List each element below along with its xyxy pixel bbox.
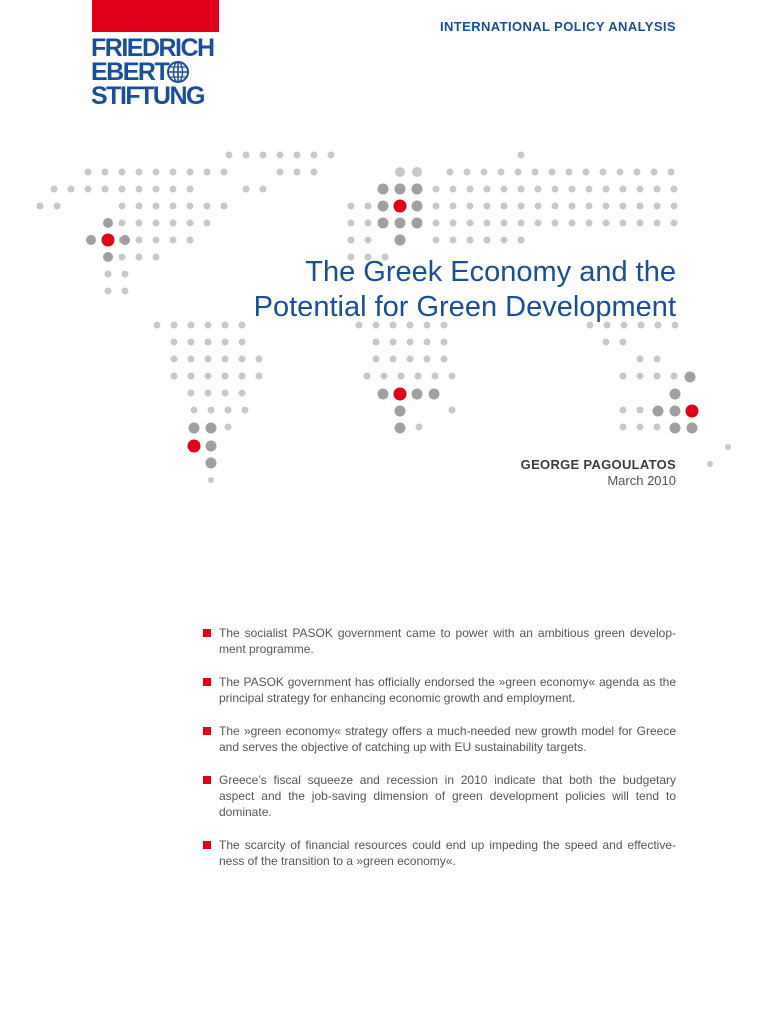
map-dot bbox=[552, 203, 559, 210]
map-dot bbox=[105, 271, 112, 278]
map-dot bbox=[120, 235, 130, 245]
map-dot bbox=[86, 235, 96, 245]
map-dot bbox=[170, 186, 177, 193]
map-dot bbox=[637, 203, 644, 210]
map-dot bbox=[670, 389, 681, 400]
map-dot bbox=[222, 390, 229, 397]
map-dot bbox=[620, 186, 627, 193]
map-dot bbox=[373, 356, 380, 363]
map-dot bbox=[243, 186, 250, 193]
map-dot bbox=[432, 373, 439, 380]
map-dot bbox=[620, 424, 627, 431]
map-dot bbox=[407, 356, 414, 363]
map-dot bbox=[637, 356, 644, 363]
map-dot bbox=[136, 220, 143, 227]
map-dot bbox=[277, 169, 284, 176]
map-dot bbox=[412, 218, 423, 229]
map-dot bbox=[395, 218, 406, 229]
map-dot bbox=[85, 186, 92, 193]
map-dot bbox=[154, 322, 161, 329]
map-dot bbox=[637, 407, 644, 414]
map-dot bbox=[187, 186, 194, 193]
map-dot bbox=[205, 322, 212, 329]
map-dot bbox=[364, 373, 371, 380]
map-dot bbox=[226, 152, 233, 159]
map-dot bbox=[398, 373, 405, 380]
summary-text: The socialist PASOK government came to power with an ambitious green develop-ment programme. bbox=[219, 626, 676, 656]
map-dot bbox=[222, 373, 229, 380]
map-dot bbox=[365, 220, 372, 227]
map-dot bbox=[171, 356, 178, 363]
map-dot bbox=[153, 169, 160, 176]
map-dot bbox=[37, 203, 44, 210]
map-dot bbox=[122, 288, 129, 295]
map-dot bbox=[424, 356, 431, 363]
summary-item bbox=[203, 772, 676, 820]
map-dot bbox=[433, 186, 440, 193]
map-dot bbox=[603, 186, 610, 193]
map-dot bbox=[620, 220, 627, 227]
map-dot bbox=[433, 237, 440, 244]
map-dot bbox=[205, 390, 212, 397]
map-dot bbox=[620, 339, 627, 346]
map-dot bbox=[429, 389, 440, 400]
map-dot bbox=[85, 169, 92, 176]
map-highlight-dot bbox=[394, 200, 407, 213]
map-dot bbox=[412, 201, 423, 212]
map-dot bbox=[136, 169, 143, 176]
map-dot bbox=[484, 203, 491, 210]
map-dot bbox=[671, 373, 678, 380]
map-dot bbox=[205, 373, 212, 380]
map-dot bbox=[637, 373, 644, 380]
map-dot bbox=[654, 203, 661, 210]
map-dot bbox=[68, 186, 75, 193]
map-dot bbox=[501, 186, 508, 193]
map-dot bbox=[373, 339, 380, 346]
map-dot bbox=[668, 169, 675, 176]
summary-item bbox=[203, 625, 676, 657]
map-dot bbox=[153, 186, 160, 193]
world-dot-map bbox=[0, 0, 768, 500]
map-dot bbox=[654, 373, 661, 380]
map-dot bbox=[119, 169, 126, 176]
map-dot bbox=[518, 152, 525, 159]
map-dot bbox=[441, 339, 448, 346]
map-dot bbox=[390, 339, 397, 346]
map-dot bbox=[707, 461, 713, 467]
map-dot bbox=[311, 169, 318, 176]
map-dot bbox=[204, 169, 211, 176]
map-dot bbox=[103, 218, 113, 228]
map-dot bbox=[187, 203, 194, 210]
logo-line-ebert: EBERT bbox=[91, 58, 169, 86]
map-dot bbox=[467, 237, 474, 244]
map-dot bbox=[484, 237, 491, 244]
summary-item bbox=[203, 723, 676, 755]
map-dot bbox=[600, 169, 607, 176]
bullet-square-icon bbox=[203, 841, 211, 849]
map-dot bbox=[277, 152, 284, 159]
summary-text: The »green economy« strategy offers a much-needed new growth model for Greece and serves the objective of catching up with EU sustainability targets. bbox=[219, 724, 676, 754]
map-dot bbox=[260, 186, 267, 193]
map-dot bbox=[189, 423, 200, 434]
map-dot bbox=[51, 186, 58, 193]
bullet-square-icon bbox=[203, 629, 211, 637]
map-dot bbox=[365, 203, 372, 210]
map-dot bbox=[501, 237, 508, 244]
map-dot bbox=[586, 220, 593, 227]
map-dot bbox=[136, 237, 143, 244]
map-dot bbox=[450, 186, 457, 193]
map-dot bbox=[603, 203, 610, 210]
summary-text: Greece’s fiscal squeeze and recession in 2010 indicate that both the budgetary aspect and the job-saving dimension of green development policies will tend to dominate. bbox=[219, 773, 676, 819]
map-dot bbox=[654, 186, 661, 193]
map-dot bbox=[378, 184, 389, 195]
map-dot bbox=[569, 203, 576, 210]
map-dot bbox=[725, 444, 731, 450]
map-dot bbox=[498, 169, 505, 176]
map-dot bbox=[670, 406, 681, 417]
map-dot bbox=[518, 237, 525, 244]
map-dot bbox=[378, 201, 389, 212]
map-dot bbox=[188, 390, 195, 397]
map-dot bbox=[204, 220, 211, 227]
map-dot bbox=[617, 169, 624, 176]
map-dot bbox=[532, 169, 539, 176]
map-dot bbox=[348, 220, 355, 227]
map-dot bbox=[395, 167, 405, 177]
map-dot bbox=[205, 356, 212, 363]
map-dot bbox=[119, 203, 126, 210]
map-dot bbox=[105, 288, 112, 295]
map-dot bbox=[687, 423, 698, 434]
map-dot bbox=[447, 169, 454, 176]
map-dot bbox=[450, 220, 457, 227]
map-dot bbox=[441, 356, 448, 363]
map-dot bbox=[222, 339, 229, 346]
map-dot bbox=[348, 203, 355, 210]
map-dot bbox=[153, 237, 160, 244]
map-dot bbox=[552, 220, 559, 227]
map-dot bbox=[206, 441, 217, 452]
bullet-square-icon bbox=[203, 678, 211, 686]
map-dot bbox=[119, 186, 126, 193]
map-dot bbox=[206, 458, 217, 469]
map-dot bbox=[535, 203, 542, 210]
map-dot bbox=[634, 169, 641, 176]
logo-line-friedrich: FRIEDRICH bbox=[91, 34, 214, 62]
summary-text: The PASOK government has officially endorsed the »green economy« agenda as the principal strategy for enhancing economic growth and employment. bbox=[219, 675, 676, 705]
series-label: INTERNATIONAL POLICY ANALYSIS bbox=[440, 19, 676, 34]
map-dot bbox=[191, 407, 198, 414]
map-dot bbox=[620, 407, 627, 414]
map-dot bbox=[204, 203, 211, 210]
map-dot bbox=[569, 186, 576, 193]
map-dot bbox=[205, 339, 212, 346]
map-dot bbox=[153, 203, 160, 210]
title-line-2: Potential for Green Development bbox=[253, 291, 676, 323]
map-dot bbox=[395, 423, 406, 434]
map-dot bbox=[188, 373, 195, 380]
map-dot bbox=[328, 152, 335, 159]
map-dot bbox=[188, 356, 195, 363]
map-dot bbox=[415, 373, 422, 380]
map-dot bbox=[549, 169, 556, 176]
map-dot bbox=[450, 237, 457, 244]
map-dot bbox=[620, 203, 627, 210]
map-dot bbox=[449, 373, 456, 380]
map-dot bbox=[637, 424, 644, 431]
map-dot bbox=[102, 169, 109, 176]
map-dot bbox=[171, 322, 178, 329]
map-dot bbox=[136, 254, 143, 261]
map-dot bbox=[535, 186, 542, 193]
map-dot bbox=[221, 203, 228, 210]
map-dot bbox=[311, 152, 318, 159]
map-dot bbox=[654, 424, 661, 431]
map-dot bbox=[433, 220, 440, 227]
map-dot bbox=[552, 186, 559, 193]
summary-item bbox=[203, 674, 676, 706]
map-dot bbox=[239, 339, 246, 346]
map-dot bbox=[450, 203, 457, 210]
map-dot bbox=[239, 322, 246, 329]
bullet-square-icon bbox=[203, 776, 211, 784]
map-dot bbox=[260, 152, 267, 159]
map-dot bbox=[651, 169, 658, 176]
map-dot bbox=[208, 477, 214, 483]
map-dot bbox=[583, 169, 590, 176]
map-dot bbox=[242, 407, 249, 414]
map-highlight-dot bbox=[188, 440, 201, 453]
summary-list bbox=[203, 625, 676, 886]
map-dot bbox=[464, 169, 471, 176]
map-dot bbox=[424, 339, 431, 346]
map-dot bbox=[170, 220, 177, 227]
map-dot bbox=[603, 339, 610, 346]
map-dot bbox=[671, 220, 678, 227]
map-dot bbox=[256, 373, 263, 380]
map-dot bbox=[395, 406, 406, 417]
map-highlight-dot bbox=[102, 234, 115, 247]
title-line-1: The Greek Economy and the bbox=[305, 256, 676, 288]
publication-date: March 2010 bbox=[607, 473, 676, 488]
map-dot bbox=[102, 186, 109, 193]
summary-item bbox=[203, 837, 676, 869]
page-title bbox=[254, 255, 676, 325]
map-dot bbox=[481, 169, 488, 176]
map-dot bbox=[256, 356, 263, 363]
map-dot bbox=[170, 237, 177, 244]
map-dot bbox=[654, 220, 661, 227]
map-dot bbox=[170, 203, 177, 210]
map-dot bbox=[119, 254, 126, 261]
map-dot bbox=[670, 423, 681, 434]
map-dot bbox=[153, 220, 160, 227]
map-dot bbox=[535, 220, 542, 227]
map-dot bbox=[653, 406, 664, 417]
map-dot bbox=[239, 356, 246, 363]
map-dot bbox=[153, 254, 160, 261]
map-dot bbox=[412, 184, 423, 195]
map-dot bbox=[671, 186, 678, 193]
map-dot bbox=[412, 167, 422, 177]
map-dot bbox=[501, 220, 508, 227]
map-dot bbox=[603, 220, 610, 227]
map-dot bbox=[685, 372, 696, 383]
map-dot bbox=[381, 373, 388, 380]
map-dot bbox=[188, 339, 195, 346]
map-dot bbox=[222, 322, 229, 329]
map-dot bbox=[103, 252, 113, 262]
map-dot bbox=[586, 186, 593, 193]
map-dot bbox=[569, 220, 576, 227]
author-name: GEORGE PAGOULATOS bbox=[520, 457, 676, 472]
map-dot bbox=[119, 220, 126, 227]
map-highlight-dot bbox=[394, 388, 407, 401]
map-dot bbox=[294, 152, 301, 159]
map-dot bbox=[515, 169, 522, 176]
map-dot bbox=[239, 373, 246, 380]
map-dot bbox=[208, 407, 215, 414]
logo-line-stiftung: STIFTUNG bbox=[91, 82, 204, 110]
map-dot bbox=[467, 203, 474, 210]
map-dot bbox=[390, 356, 397, 363]
map-dot bbox=[187, 220, 194, 227]
map-dot bbox=[136, 203, 143, 210]
map-dot bbox=[122, 271, 129, 278]
map-dot bbox=[412, 389, 423, 400]
map-dot bbox=[187, 169, 194, 176]
summary-text: The scarcity of financial resources could end up impeding the speed and effective-ness of the transition to a »green economy«. bbox=[219, 838, 676, 868]
map-dot bbox=[188, 322, 195, 329]
map-dot bbox=[671, 203, 678, 210]
map-dot bbox=[395, 184, 406, 195]
map-dot bbox=[467, 186, 474, 193]
map-dot bbox=[171, 373, 178, 380]
map-dot bbox=[171, 339, 178, 346]
map-dot bbox=[348, 237, 355, 244]
map-dot bbox=[449, 407, 456, 414]
map-dot bbox=[620, 373, 627, 380]
map-dot bbox=[222, 356, 229, 363]
map-dot bbox=[637, 220, 644, 227]
map-dot bbox=[136, 186, 143, 193]
map-dot bbox=[378, 218, 389, 229]
map-dot bbox=[484, 186, 491, 193]
map-dot bbox=[54, 203, 61, 210]
map-dot bbox=[467, 220, 474, 227]
map-dot bbox=[501, 203, 508, 210]
map-dot bbox=[221, 169, 228, 176]
map-dot bbox=[586, 203, 593, 210]
map-dot bbox=[395, 235, 406, 246]
map-dot bbox=[365, 237, 372, 244]
map-dot bbox=[243, 152, 250, 159]
map-dot bbox=[484, 220, 491, 227]
bullet-square-icon bbox=[203, 727, 211, 735]
map-dot bbox=[433, 203, 440, 210]
map-dot bbox=[239, 390, 246, 397]
map-dot bbox=[654, 356, 661, 363]
map-dot bbox=[294, 169, 301, 176]
map-dot bbox=[225, 407, 232, 414]
map-dot bbox=[225, 424, 232, 431]
map-dot bbox=[170, 169, 177, 176]
map-dot bbox=[416, 424, 423, 431]
map-dot bbox=[187, 237, 194, 244]
map-dot bbox=[637, 186, 644, 193]
map-dot bbox=[518, 220, 525, 227]
map-dot bbox=[206, 423, 217, 434]
map-dot bbox=[378, 389, 389, 400]
map-dot bbox=[407, 339, 414, 346]
map-dot bbox=[518, 186, 525, 193]
map-highlight-dot bbox=[686, 405, 699, 418]
map-dot bbox=[566, 169, 573, 176]
map-dot bbox=[518, 203, 525, 210]
